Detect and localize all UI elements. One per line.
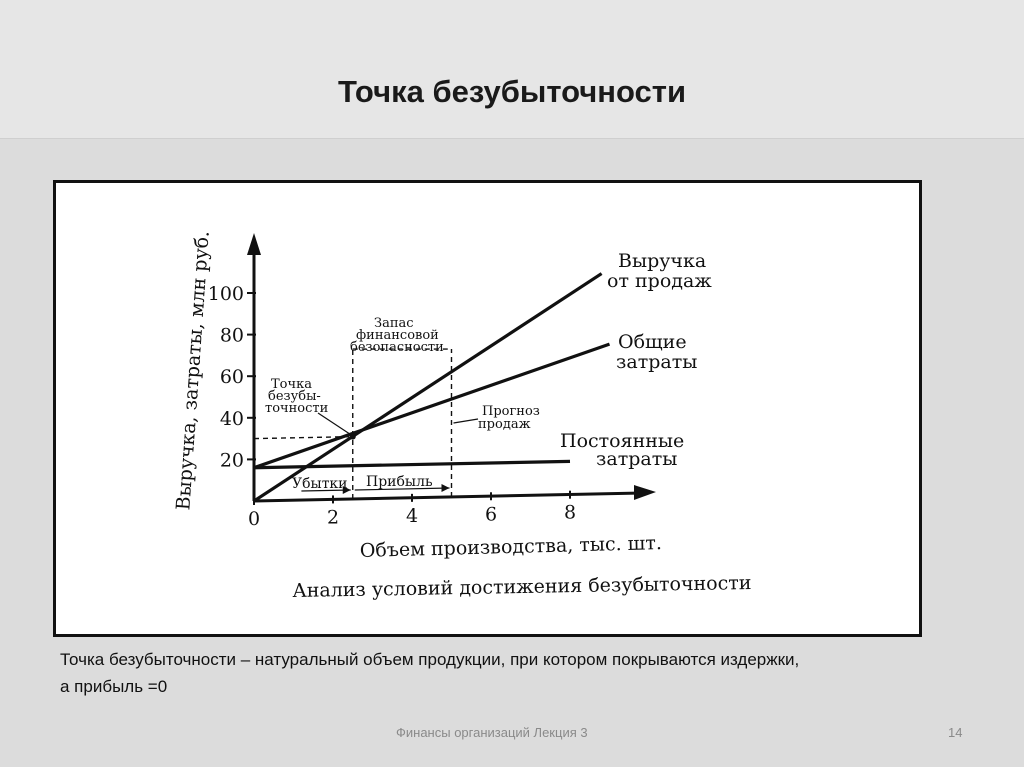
break-even-pointer <box>318 413 351 435</box>
page-number: 14 <box>948 725 963 740</box>
y-tick-label: 100 <box>207 283 244 305</box>
definition-line-2: а прибыль =0 <box>60 677 168 696</box>
total-costs-label-line1: Общие <box>618 331 687 353</box>
y-tick-label: 40 <box>219 407 244 430</box>
slide-title: Точка безубыточности <box>337 74 687 109</box>
total-costs-label-line2: затраты <box>616 351 698 373</box>
chart-figure <box>53 180 922 637</box>
revenue-label-line2: от продаж <box>607 270 712 292</box>
profit-label: Прибыль <box>366 474 433 490</box>
footer-text: Финансы организаций Лекция 3 <box>396 725 588 740</box>
break-even-label-line2: безубы- <box>268 389 321 404</box>
break-even-label-line3: точности <box>265 401 329 416</box>
loss-label: Убытки <box>292 476 348 492</box>
x-tick-label: 4 <box>405 504 419 527</box>
definition-line-1: Точка безубыточности – натуральный объем продукции, при котором покрываются издержки, <box>60 650 800 669</box>
y-tick-label: 80 <box>219 324 244 347</box>
x-tick-label: 6 <box>484 503 498 526</box>
definition-text <box>60 646 1000 700</box>
forecast-label-line2: продаж <box>478 417 531 432</box>
fixed-costs-label-line2: затраты <box>596 448 678 470</box>
fixed-costs-line <box>254 461 570 467</box>
x-tick-label: 2 <box>326 506 340 529</box>
fixed-costs-label-line1: Постоянные <box>560 430 685 452</box>
y-tick-label: 60 <box>219 366 244 389</box>
x-tick-label: 8 <box>563 501 577 524</box>
profit-arrow-head <box>442 484 450 492</box>
y-axis-label: Выручка, затраты, млн руб. <box>172 230 214 512</box>
revenue-label-line1: Выручка <box>618 250 707 272</box>
break-even-chart <box>56 183 919 634</box>
x-tick-label: 0 <box>247 508 261 530</box>
x-axis-label: Объем производства, тыс. шт. <box>359 532 663 562</box>
x-axis <box>254 493 641 501</box>
safety-margin-label-line3: безопасности <box>350 340 444 355</box>
forecast-pointer <box>454 419 479 423</box>
y-tick-label: 20 <box>219 449 244 472</box>
safety-margin-label-line1: Запас <box>374 316 414 331</box>
chart-caption: Анализ условий достижения безубыточности <box>292 571 752 603</box>
x-axis-arrow <box>634 485 656 500</box>
forecast-label-line1: Прогноз <box>482 404 540 419</box>
break-even-label-line1: Точка <box>271 377 312 392</box>
y-axis-arrow <box>247 233 261 255</box>
header-band <box>0 0 1024 139</box>
safety-margin-label-line2: финансовой <box>356 328 439 343</box>
